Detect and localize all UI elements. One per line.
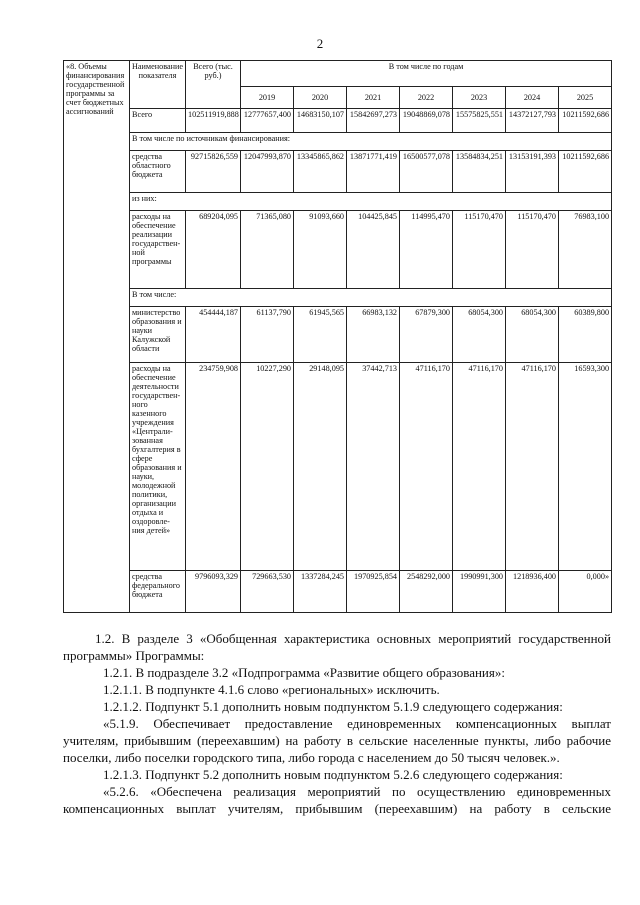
cell-value: 66983,132 xyxy=(347,307,400,363)
cell-value: 114995,470 xyxy=(400,211,453,289)
page-number: 2 xyxy=(316,36,324,51)
cell-value: 61945,565 xyxy=(294,307,347,363)
cell-value: 115170,470 xyxy=(506,211,559,289)
cell-value: 68054,300 xyxy=(453,307,506,363)
year-header: 2024 xyxy=(506,87,559,109)
paragraph: 1.2.1.3. Подпункт 5.2 дополнить новым подпунктом 5.2.6 следующего содержания: xyxy=(103,767,563,782)
row-label: министерство образования и науки Калужской области xyxy=(130,307,186,363)
year-header: 2022 xyxy=(400,87,453,109)
cell-value: 16593,300 xyxy=(559,363,612,571)
cell-value: 1218936,400 xyxy=(506,571,559,613)
table-row xyxy=(64,133,612,151)
row-label: средства федерального бюджета xyxy=(130,571,186,613)
cell-value: 1990991,300 xyxy=(453,571,506,613)
cell-value: 47116,170 xyxy=(400,363,453,571)
cell-value: 47116,170 xyxy=(506,363,559,571)
row-total: 102511919,888 xyxy=(186,109,241,133)
row-label: средства областного бюджета xyxy=(130,151,186,193)
paragraph: 1.2. В разделе 3 «Обобщенная характеристика основных мероприятий государственной программы» Программы: xyxy=(63,631,611,663)
cell-value: 10211592,686 xyxy=(559,109,612,133)
cell-value: 10211592,686 xyxy=(559,151,612,193)
cell-value: 91093,660 xyxy=(294,211,347,289)
cell-value: 13345865,862 xyxy=(294,151,347,193)
table-row xyxy=(64,151,612,193)
cell-value: 68054,300 xyxy=(506,307,559,363)
cell-value: 60389,800 xyxy=(559,307,612,363)
cell-value: 29148,095 xyxy=(294,363,347,571)
row-total: 454444,187 xyxy=(186,307,241,363)
cell-value: 1970925,854 xyxy=(347,571,400,613)
span-row: В том числе: xyxy=(130,289,612,307)
cell-value: 14372127,793 xyxy=(506,109,559,133)
row-label: расходы на обеспечение деятельности государствен- ного казенного учреждения «Централи- зованная бухгалтерия в сфере образования и науки, молодежной политики, организации отдыха и оздоровле- ния детей» xyxy=(130,363,186,571)
year-header: 2025 xyxy=(559,87,612,109)
span-row: из них: xyxy=(130,193,612,211)
cell-value: 729663,530 xyxy=(241,571,294,613)
cell-value: 12047993,870 xyxy=(241,151,294,193)
paragraph: 1.2.1.1. В подпункте 4.1.6 слово «региональных» исключить. xyxy=(103,682,440,697)
row-total: 689204,095 xyxy=(186,211,241,289)
cell-value: 13871771,419 xyxy=(347,151,400,193)
span-row: В том числе по источникам финансирования: xyxy=(130,133,612,151)
cell-value: 0,000» xyxy=(559,571,612,613)
row-label: расходы на обеспечение реализации государствен- ной программы xyxy=(130,211,186,289)
cell-value: 15575825,551 xyxy=(453,109,506,133)
table-row xyxy=(64,289,612,307)
cell-value: 47116,170 xyxy=(453,363,506,571)
cell-value: 71365,080 xyxy=(241,211,294,289)
paragraph: «5.1.9. Обеспечивает предоставление единовременных компенсационных выплат учителям, прибывшим (переехавшим) на работу в сельские населенные пункты, либо рабочие поселки, либо поселки городского типа, либо города с населением до 50 тысяч человек.». xyxy=(63,716,611,765)
cell-value: 76983,100 xyxy=(559,211,612,289)
cell-value: 14683150,107 xyxy=(294,109,347,133)
year-header: 2023 xyxy=(453,87,506,109)
paragraph: 1.2.1.2. Подпункт 5.1 дополнить новым подпунктом 5.1.9 следующего содержания: xyxy=(103,699,563,714)
header-name: Наименование показателя xyxy=(130,61,186,109)
cell-value: 115170,470 xyxy=(453,211,506,289)
row-total: 9796093,329 xyxy=(186,571,241,613)
row-total: 234759,908 xyxy=(186,363,241,571)
cell-value: 13153191,393 xyxy=(506,151,559,193)
cell-value: 61137,790 xyxy=(241,307,294,363)
cell-value: 13584834,251 xyxy=(453,151,506,193)
cell-value: 2548292,000 xyxy=(400,571,453,613)
table-row xyxy=(64,571,612,613)
cell-value: 12777657,400 xyxy=(241,109,294,133)
table-row xyxy=(64,307,612,363)
paragraph: 1.2.1. В подразделе 3.2 «Подпрограмма «Развитие общего образования»: xyxy=(103,665,505,680)
header-total: Всего (тыс. руб.) xyxy=(186,61,241,109)
cell-value: 16500577,078 xyxy=(400,151,453,193)
year-header: 2021 xyxy=(347,87,400,109)
header-years-group: В том числе по годам xyxy=(241,61,612,87)
cell-value: 104425,845 xyxy=(347,211,400,289)
section-label-cell: «8. Объемы финансирования государственной программы за счет бюджетных ассигнований xyxy=(64,61,130,613)
year-header: 2019 xyxy=(241,87,294,109)
financing-table xyxy=(63,60,612,613)
table-row xyxy=(64,109,612,133)
cell-value: 67879,300 xyxy=(400,307,453,363)
table-row xyxy=(64,363,612,571)
cell-value: 1337284,245 xyxy=(294,571,347,613)
paragraph: «5.2.6. «Обеспечена реализация мероприятий по осуществлению единовременных компенсационных выплат учителям, прибывшим (переехавшим) на работу в сельские xyxy=(63,784,611,816)
table-row xyxy=(64,193,612,211)
row-total: 92715826,559 xyxy=(186,151,241,193)
table-row xyxy=(64,211,612,289)
year-header: 2020 xyxy=(294,87,347,109)
cell-value: 19048869,078 xyxy=(400,109,453,133)
cell-value: 37442,713 xyxy=(347,363,400,571)
document-body xyxy=(63,630,611,817)
cell-value: 10227,290 xyxy=(241,363,294,571)
cell-value: 15842697,273 xyxy=(347,109,400,133)
row-label: Всего xyxy=(130,109,186,133)
